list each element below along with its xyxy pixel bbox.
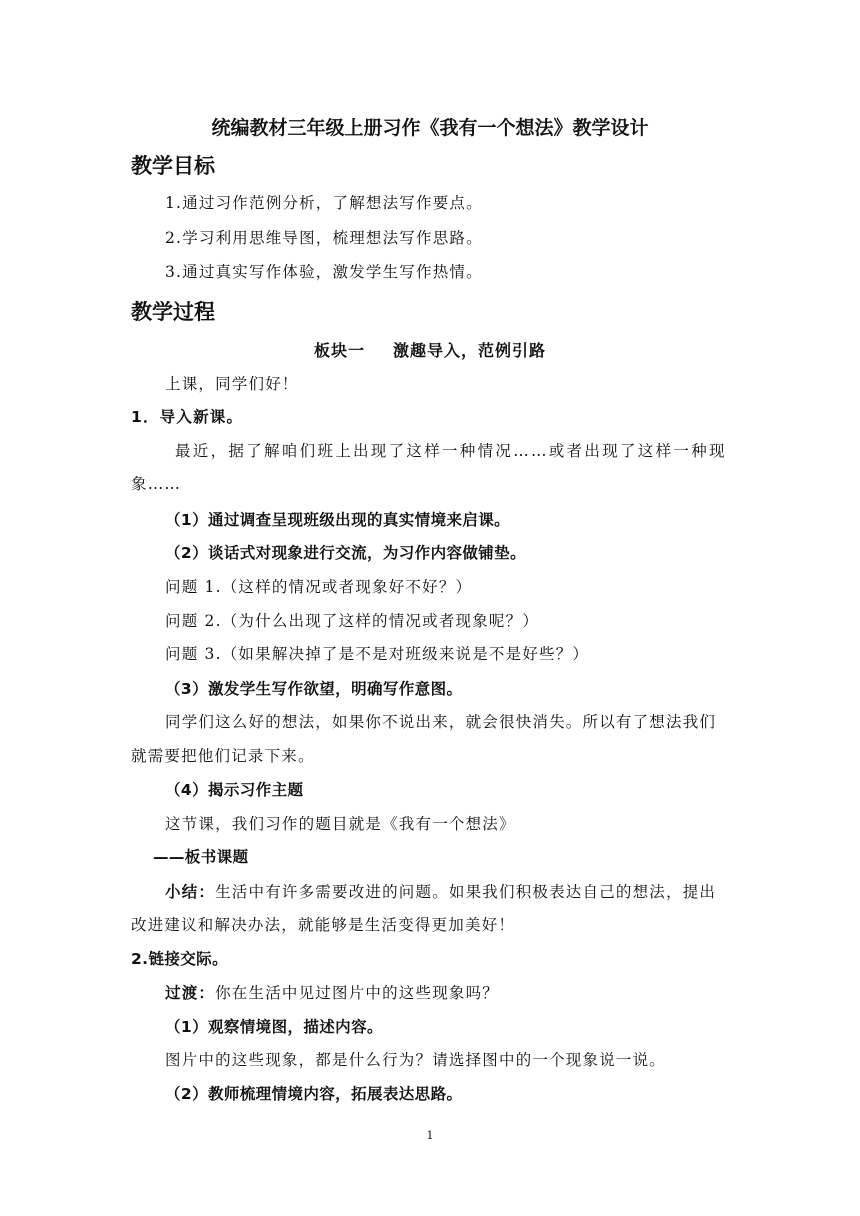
summary-label: 小结： [165, 883, 216, 901]
subpoint-4: （4）揭示习作主题 [165, 781, 304, 799]
question-3: 问题 3.（如果解决掉了是不是对班级来说是不是好些？） [165, 645, 590, 663]
transition-line [165, 981, 499, 1003]
summary-line-1 [165, 880, 716, 902]
observe-point-1: （1）观察情境图，描述内容。 [165, 1018, 383, 1036]
document-title: 统编教材三年级上册习作《我有一个想法》教学设计 [211, 117, 649, 139]
section-heading-process: 教学过程 [131, 300, 215, 324]
subpoint-1: （1）通过调查呈现班级出现的真实情境来启课。 [165, 511, 511, 529]
observe-point-2: （2）教师梳理情境内容，拓展表达思路。 [165, 1085, 463, 1103]
greeting-text: 上课，同学们好！ [165, 375, 299, 393]
board-title-note: ——板书课题 [153, 848, 249, 866]
block-title: 激趣导入，范例引路 [393, 341, 547, 360]
goal-item-3: 3.通过真实写作体验，激发学生写作热情。 [165, 263, 483, 281]
summary-text: 生活中有许多需要改进的问题。如果我们积极表达自己的想法，提出 [215, 883, 717, 901]
goal-item-2: 2.学习利用思维导图，梳理想法写作思路。 [165, 229, 483, 247]
section-heading-goals: 教学目标 [131, 154, 215, 178]
question-1: 问题 1.（这样的情况或者现象好不好？） [165, 578, 473, 596]
block-name: 板块一 [313, 341, 365, 360]
intro-line-2: 象…… [131, 475, 182, 493]
transition-text: 你在生活中见过图片中的这些现象吗？ [215, 984, 500, 1002]
step-2-heading: 2.链接交际。 [131, 950, 228, 968]
step-1-heading: 1．导入新课。 [131, 408, 244, 426]
subpoint-2: （2）谈话式对现象进行交流，为习作内容做铺垫。 [165, 544, 526, 562]
topic-line: 这节课，我们习作的题目就是《我有一个想法》 [165, 815, 516, 833]
paragraph-line-2: 就需要把他们记录下来。 [131, 747, 315, 765]
intro-line-1: 最近，据了解咱们班上出现了这样一种情况……或者出现了这样一种现 [175, 442, 727, 460]
transition-label: 过渡： [165, 984, 216, 1002]
summary-line-2: 改进建议和解决办法，就能够是生活变得更加美好！ [131, 916, 516, 934]
block-heading [0, 338, 860, 361]
paragraph-line-1: 同学们这么好的想法，如果你不说出来，就会很快消失。所以有了想法我们 [165, 713, 717, 731]
goal-item-1: 1.通过习作范例分析，了解想法写作要点。 [165, 194, 483, 212]
subpoint-3: （3）激发学生写作欲望，明确写作意图。 [165, 680, 463, 698]
page-number: 1 [426, 1129, 434, 1142]
observe-text: 图片中的这些现象，都是什么行为？请选择图中的一个现象说一说。 [165, 1051, 667, 1069]
question-2: 问题 2.（为什么出现了这样的情况或者现象呢？） [165, 612, 540, 630]
